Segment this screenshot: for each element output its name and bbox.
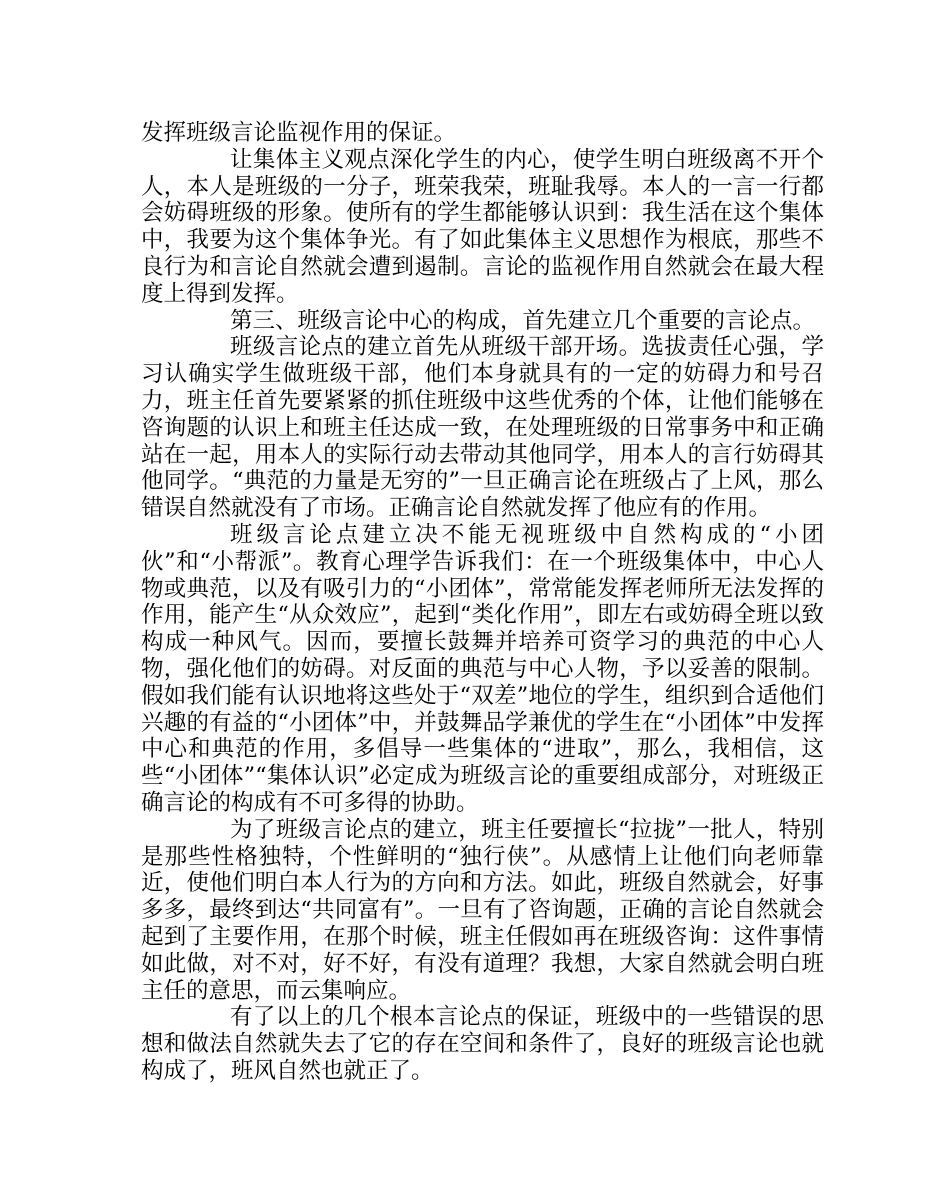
paragraph-section-three-heading: 第三、班级言论中心的构成，首先建立几个重要的言论点。 <box>230 307 816 334</box>
paragraph-collectivism: 让集体主义观点深化学生的内心，使学生明白班级离不开个人，本人是班级的一分子，班荣我荣，班耻我辱。本人的一言一行都会妨碍班级的形象。使所有的学生都能够认识到：我生活在这个集体中，我要为这个集体争光。有了如此集体主义思想作为根底，那些不良行为和言论自然就会遭到遏制。言论的监视作用自然就会在最大程度上得到发挥。 <box>141 146 824 307</box>
paragraph-class-cadres: 班级言论点的建立首先从班级干部开场。选拔责任心强，学习认确实学生做班级干部，他们本身就具有的一定的妨碍力和号召力，班主任首先要紧紧的抓住班级中这些优秀的个体，让他们能够在咨询题的认识上和班主任达成一致，在处理班级的日常事务中和正确站在一起，用本人的实际行动去带动其他同学，用本人的言行妨碍其他同学。“典范的力量是无穷的”一旦正确言论在班级占了上风，那么错误自然就没有了市场。正确言论自然就发挥了他应有的作用。 <box>141 334 824 522</box>
paragraph-small-groups: 班级言论点建立决不能无视班级中自然构成的“小团伙”和“小帮派”。教育心理学告诉我们：在一个班级集体中，中心人物或典范，以及有吸引力的“小团体”，常常能发挥老师所无法发挥的作用，能产生“从众效应”，起到“类化作用”，即左右或妨碍全班以致构成一种风气。因而，要擅长鼓舞并培养可资学习的典范的中心人物，强化他们的妨碍。对反面的典范与中心人物，予以妥善的限制。假如我们能有认识地将这些处于“双差”地位的学生，组织到合适他们兴趣的有益的“小团体”中，并鼓舞品学兼优的学生在“小团体”中发挥中心和典范的作用，多倡导一些集体的“进取”，那么，我相信，这些“小团体”“集体认识”必定成为班级言论的重要组成部分，对班级正确言论的构成有不可多得的协助。 <box>141 521 824 816</box>
document-body <box>141 120 824 1085</box>
paragraph-lone-rangers: 为了班级言论点的建立，班主任要擅长“拉拢”一批人，特别是那些性格独特，个性鲜明的“独行侠”。从感情上让他们向老师靠近，使他们明白本人行为的方向和方法。如此，班级自然就会，好事多多，最终到达“共同富有”。一旦有了咨询题，正确的言论自然就会起到了主要作用，在那个时候，班主任假如再在班级咨询：这件事情如此做，对不对，好不好，有没有道理？我想，大家自然就会明白班主任的意思，而云集响应。 <box>141 816 824 1004</box>
paragraph-continuation: 发挥班级言论监视作用的保证。 <box>141 120 457 146</box>
paragraph-conclusion: 有了以上的几个根本言论点的保证，班级中的一些错误的思想和做法自然就失去了它的存在空间和条件了，良好的班级言论也就构成了，班风自然也就正了。 <box>141 1004 824 1084</box>
